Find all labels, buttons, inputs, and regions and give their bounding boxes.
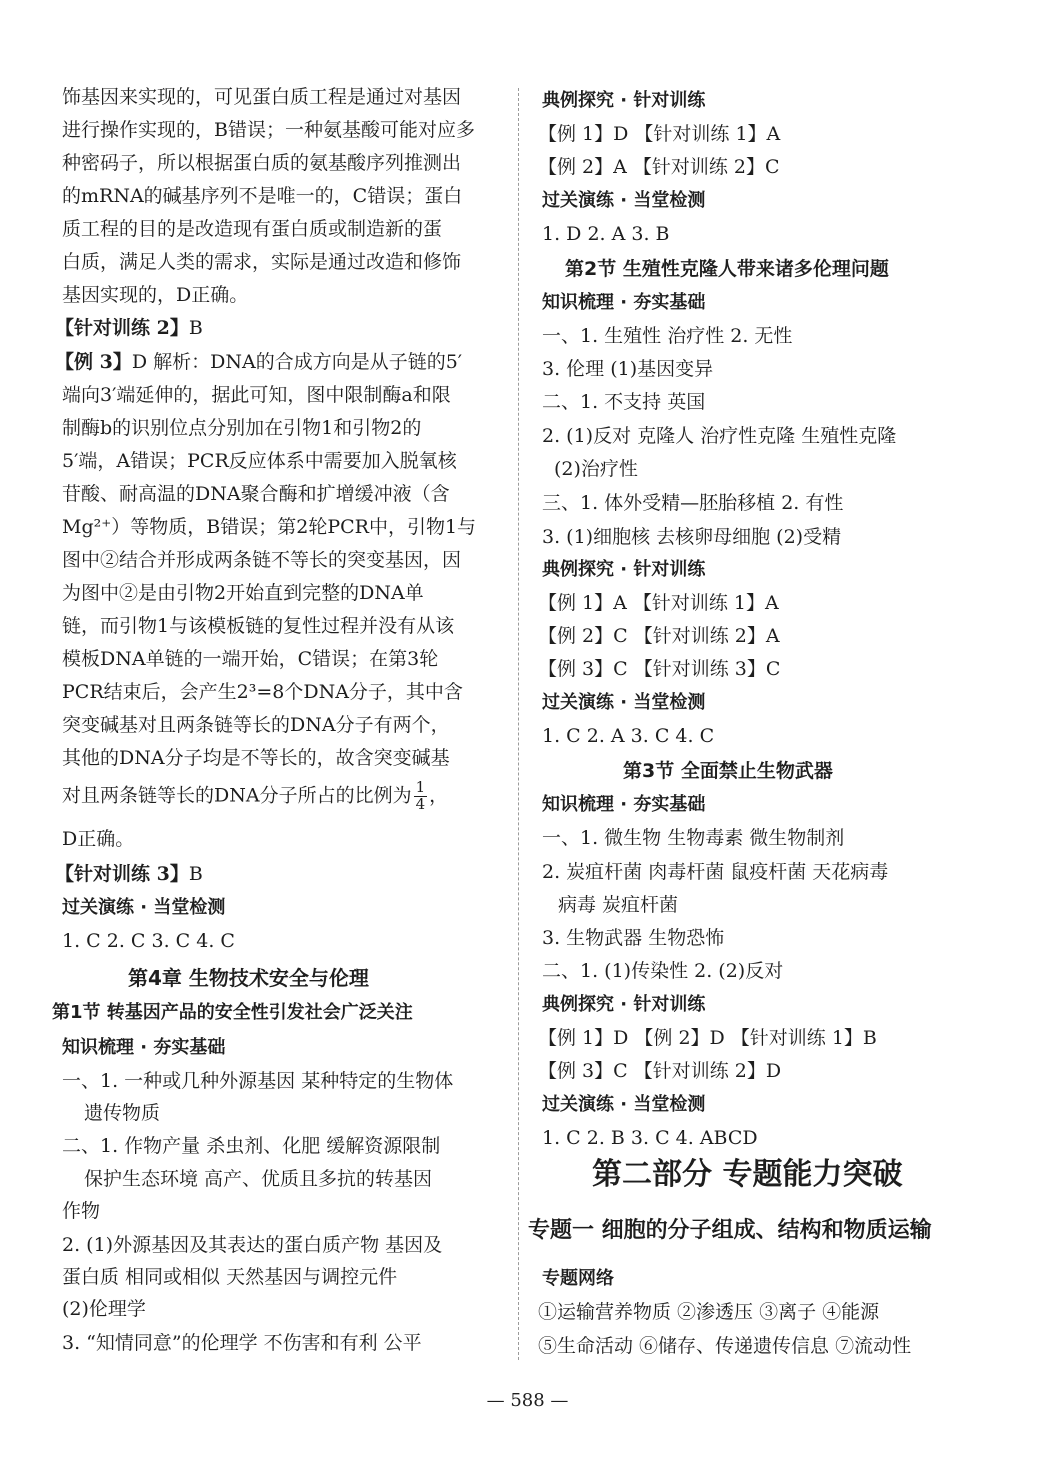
text-line: 三、1. 体外受精—胚胎移植 2. 有性 xyxy=(542,492,844,514)
text-line: PCR结束后，会产生2³=8个DNA分子，其中含 xyxy=(62,681,463,703)
drill-heading: 过关演练 · 当堂检测 xyxy=(62,897,226,918)
drill-heading: 过关演练 · 当堂检测 xyxy=(542,190,706,211)
text-line: 3. (1)细胞核 去核卵母细胞 (2)受精 xyxy=(542,526,842,548)
section-3-title: 第3节 全面禁止生物武器 xyxy=(623,760,833,782)
text-line: D正确。 xyxy=(62,828,135,850)
answer-line: 【例 3】C 【针对训练 3】C xyxy=(538,658,781,680)
network-heading: 专题网络 xyxy=(542,1268,614,1289)
text-line: 一、1. 生殖性 治疗性 2. 无性 xyxy=(542,325,793,347)
text-line: 为图中②是由引物2开始直到完整的DNA单 xyxy=(62,582,424,604)
text-line: 突变碱基对且两条链等长的DNA分子有两个， xyxy=(62,714,450,736)
analysis-text: 解析：DNA的合成方向是从子链的5′ xyxy=(147,351,463,373)
text-line: 一、1. 一种或几种外源基因 某种特定的生物体 xyxy=(62,1070,454,1092)
knowledge-heading: 知识梳理 · 夯实基础 xyxy=(542,794,706,815)
answer-line: 【例 3】C 【针对训练 2】D xyxy=(538,1060,782,1082)
text-line: 作物 xyxy=(62,1200,101,1222)
example-heading: 典例探究 · 针对训练 xyxy=(542,90,706,111)
knowledge-heading: 知识梳理 · 夯实基础 xyxy=(542,292,706,313)
text-line: 2. (1)外源基因及其表达的蛋白质产物 基因及 xyxy=(62,1234,443,1256)
example-3-heading xyxy=(55,353,462,372)
text-line: Mg²⁺）等物质，B错误；第2轮PCR中，引物1与 xyxy=(62,516,477,538)
text-line: 3. 生物武器 生物恐怖 xyxy=(542,927,725,949)
section-2-title: 第2节 生殖性克隆人带来诸多伦理问题 xyxy=(565,258,889,280)
text-line: (2)治疗性 xyxy=(554,458,638,480)
text-line: 白质，满足人类的需求，实际是通过改造和修饰 xyxy=(62,251,462,273)
text-run: ， xyxy=(429,784,449,807)
numerator: 1 xyxy=(415,778,426,796)
text-line: 3. “知情同意”的伦理学 不伤害和有利 公平 xyxy=(62,1332,422,1354)
text-run: 对且两条链等长的DNA分子所占的比例为 xyxy=(62,784,412,807)
text-line: 二、1. 作物产量 杀虫剂、化肥 缓解资源限制 xyxy=(62,1135,441,1157)
page-number: — 588 — xyxy=(486,1390,569,1411)
text-line: 模板DNA单链的一端开始，C错误；在第3轮 xyxy=(62,648,439,670)
answer: B xyxy=(188,863,203,885)
text-line: 端向3′端延伸的，据此可知，图中限制酶a和限 xyxy=(62,384,451,406)
text-line: 其他的DNA分子均是不等长的，故含突变碱基 xyxy=(62,747,450,769)
text-line: 蛋白质 相同或相似 天然基因与调控元件 xyxy=(62,1266,398,1288)
answer-line: 【例 2】A 【针对训练 2】C xyxy=(538,156,780,178)
text-line: 苷酸、耐高温的DNA聚合酶和扩增缓冲液（含 xyxy=(62,483,450,505)
text-line: 保护生态环境 高产、优质且多抗的转基因 xyxy=(84,1168,433,1190)
fraction-line xyxy=(62,780,448,813)
text-line: 二、1. 不支持 英国 xyxy=(542,391,706,413)
answer-line: 【例 1】D 【针对训练 1】A xyxy=(538,123,781,145)
drill-answers: 1. D 2. A 3. B xyxy=(542,223,670,245)
network-line: ⑤生命活动 ⑥储存、传递遗传信息 ⑦流动性 xyxy=(538,1335,912,1357)
answer: B xyxy=(188,317,203,339)
text-line: 病毒 炭疽杆菌 xyxy=(558,894,679,916)
text-line: 制酶b的识别位点分别加在引物1和引物2的 xyxy=(62,417,422,439)
practice-tag: 【针对训练 3】 xyxy=(55,863,189,885)
text-line: 质工程的目的是改造现有蛋白质或制造新的蛋 xyxy=(62,218,443,240)
text-line: 3. 伦理 (1)基因变异 xyxy=(542,358,714,380)
answer: D xyxy=(131,351,148,373)
answer-line: 【例 1】A 【针对训练 1】A xyxy=(538,592,779,614)
topic-1-title: 专题一 细胞的分子组成、结构和物质运输 xyxy=(528,1218,932,1243)
text-line: (2)伦理学 xyxy=(62,1298,146,1320)
text-line: 种密码子，所以根据蛋白质的氨基酸序列推测出 xyxy=(62,152,462,174)
text-line: 5′端，A错误；PCR反应体系中需要加入脱氧核 xyxy=(62,450,457,472)
text-line: 二、1. (1)传染性 2. (2)反对 xyxy=(542,960,784,982)
example-tag: 【例 3】 xyxy=(55,351,132,373)
text-line: 一、1. 微生物 生物毒素 微生物制剂 xyxy=(542,827,845,849)
part-2-title: 第二部分 专题能力突破 xyxy=(592,1157,903,1192)
text-line: 饰基因来实现的，可见蛋白质工程是通过对基因 xyxy=(62,86,462,108)
answer-line: 【例 1】D 【例 2】D 【针对训练 1】B xyxy=(538,1027,877,1049)
network-line: ①运输营养物质 ②渗透压 ③离子 ④能源 xyxy=(538,1301,880,1323)
practice-3-answer xyxy=(55,865,203,884)
text-line: 进行操作实现的，B错误；一种氨基酸可能对应多 xyxy=(62,119,475,141)
text-line: 的mRNA的碱基序列不是唯一的，C错误；蛋白 xyxy=(62,185,463,207)
denominator: 4 xyxy=(415,794,426,813)
text-line: 遗传物质 xyxy=(84,1102,161,1124)
practice-2-answer xyxy=(55,319,203,338)
knowledge-heading: 知识梳理 · 夯实基础 xyxy=(62,1037,226,1058)
practice-tag: 【针对训练 2】 xyxy=(55,317,189,339)
chapter-title: 第4章 生物技术安全与伦理 xyxy=(128,966,369,990)
fraction-one-quarter xyxy=(414,780,428,813)
text-line: 2. 炭疽杆菌 肉毒杆菌 鼠疫杆菌 天花病毒 xyxy=(542,861,889,883)
example-heading: 典例探究 · 针对训练 xyxy=(542,994,706,1015)
text-line: 链，而引物1与该模板链的复性过程并没有从该 xyxy=(62,615,455,637)
example-heading: 典例探究 · 针对训练 xyxy=(542,559,706,580)
text-line: 基因实现的，D正确。 xyxy=(62,284,249,306)
drill-answers: 1. C 2. C 3. C 4. C xyxy=(62,930,235,952)
section-1-title: 第1节 转基因产品的安全性引发社会广泛关注 xyxy=(52,1002,413,1023)
column-divider xyxy=(518,88,519,1360)
drill-answers: 1. C 2. B 3. C 4. ABCD xyxy=(542,1127,758,1149)
drill-answers: 1. C 2. A 3. C 4. C xyxy=(542,725,715,747)
drill-heading: 过关演练 · 当堂检测 xyxy=(542,692,706,713)
answer-line: 【例 2】C 【针对训练 2】A xyxy=(538,625,780,647)
drill-heading: 过关演练 · 当堂检测 xyxy=(542,1094,706,1115)
text-line: 图中②结合并形成两条链不等长的突变基因，因 xyxy=(62,549,462,571)
text-line: 2. (1)反对 克隆人 治疗性克隆 生殖性克隆 xyxy=(542,425,897,447)
